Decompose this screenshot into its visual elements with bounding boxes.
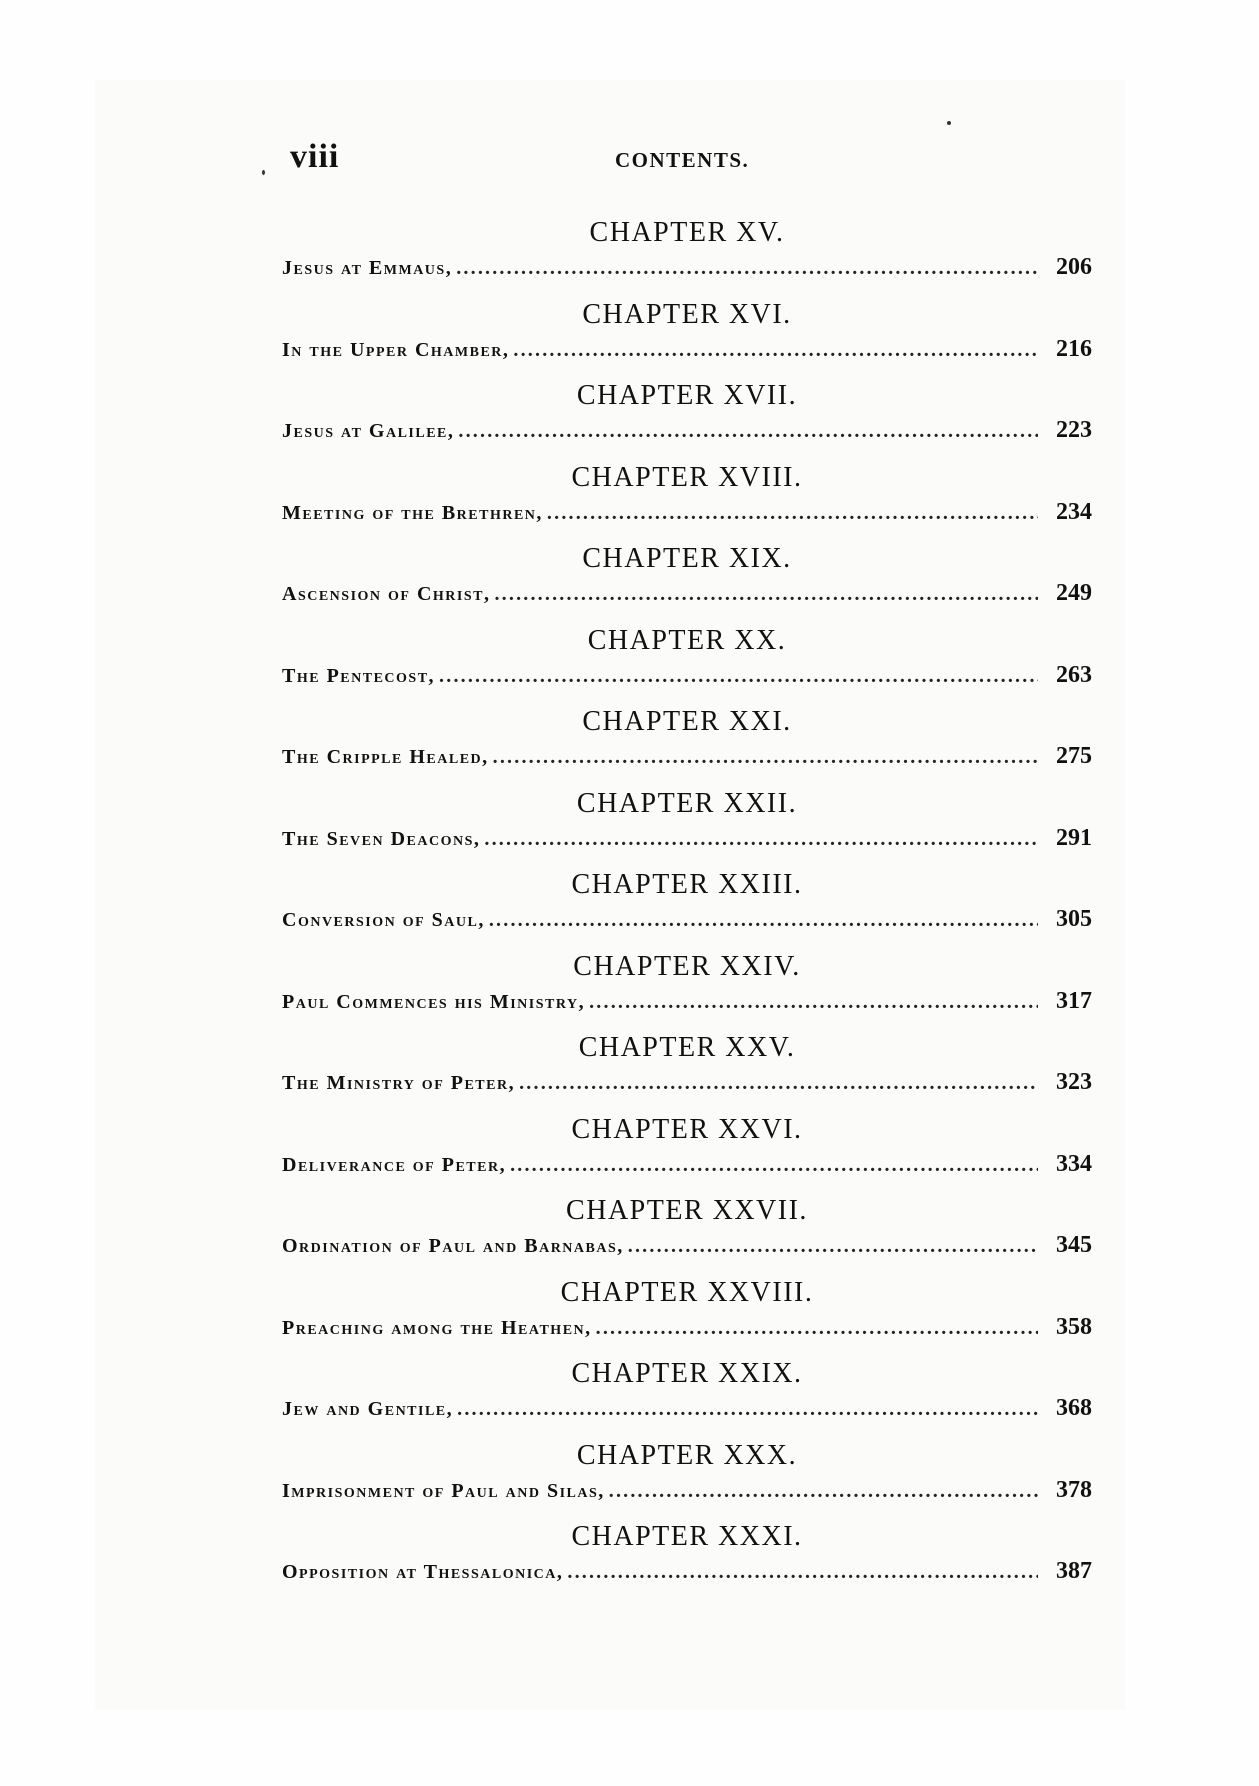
entry-title: Conversion of Saul, bbox=[282, 909, 485, 931]
chapter-heading: CHAPTER XXVII. bbox=[566, 1195, 808, 1226]
entry-title: The Cripple Healed, bbox=[282, 746, 489, 768]
entry-title: Ordination of Paul and Barnabas, bbox=[282, 1235, 624, 1257]
entry-title: The Ministry of Peter, bbox=[282, 1072, 516, 1094]
entry-title: Paul Commences his Ministry, bbox=[282, 990, 586, 1013]
toc-chapter bbox=[282, 1276, 1092, 1358]
entry-page-number: 345 bbox=[1056, 1232, 1092, 1258]
entry-title: Jew and Gentile, bbox=[282, 1398, 454, 1420]
entry-page-number: 216 bbox=[1056, 335, 1092, 362]
toc-entry bbox=[282, 336, 1092, 366]
toc-chapter bbox=[282, 1357, 1092, 1439]
leader-dots bbox=[457, 1398, 1038, 1421]
leader-dots bbox=[489, 909, 1038, 932]
chapter-heading: CHAPTER XXX. bbox=[576, 1439, 798, 1471]
toc-chapter bbox=[282, 542, 1092, 624]
leader-dots bbox=[510, 1154, 1038, 1177]
leader-dots bbox=[567, 1561, 1038, 1584]
toc-chapter bbox=[282, 1194, 1092, 1276]
toc-chapter bbox=[282, 216, 1092, 298]
leader-dots bbox=[596, 1317, 1038, 1340]
chapter-heading: CHAPTER XVI. bbox=[582, 298, 792, 330]
toc-entry bbox=[282, 1069, 1092, 1099]
entry-page-number: 223 bbox=[1056, 417, 1092, 443]
toc-chapter bbox=[282, 868, 1092, 950]
toc-chapter bbox=[282, 624, 1092, 706]
leader-dots bbox=[456, 257, 1038, 280]
entry-title: Meeting of the Brethren, bbox=[282, 501, 543, 524]
entry-title: The Pentecost, bbox=[282, 664, 436, 687]
toc-entry bbox=[282, 906, 1092, 936]
toc-entry bbox=[282, 825, 1092, 855]
entry-page-number: 387 bbox=[1056, 1558, 1092, 1584]
chapter-heading: CHAPTER XVII. bbox=[576, 380, 798, 411]
entry-page-number: 368 bbox=[1056, 1395, 1092, 1421]
chapter-heading: CHAPTER XXXI. bbox=[571, 1521, 803, 1552]
toc-entry bbox=[282, 1558, 1092, 1588]
leader-dots bbox=[458, 420, 1038, 443]
leader-dots bbox=[484, 828, 1038, 851]
toc-entry bbox=[282, 254, 1092, 284]
entry-page-number: 291 bbox=[1056, 824, 1092, 851]
entry-page-number: 378 bbox=[1056, 1476, 1092, 1503]
leader-dots bbox=[519, 1072, 1038, 1095]
entry-title: Preaching among the Heathen, bbox=[282, 1316, 592, 1339]
leader-dots bbox=[547, 502, 1038, 525]
toc-chapter bbox=[282, 705, 1092, 787]
table-of-contents bbox=[282, 216, 1092, 1602]
leader-dots bbox=[513, 339, 1038, 362]
toc-chapter bbox=[282, 461, 1092, 543]
toc-chapter bbox=[282, 1113, 1092, 1195]
toc-entry bbox=[282, 1232, 1092, 1262]
toc-chapter bbox=[282, 950, 1092, 1032]
chapter-heading: CHAPTER XXIX. bbox=[571, 1358, 803, 1389]
entry-title: Ascension of Christ, bbox=[282, 583, 491, 605]
toc-entry bbox=[282, 1395, 1092, 1425]
running-title: CONTENTS. bbox=[615, 148, 750, 172]
toc-entry bbox=[282, 743, 1092, 773]
chapter-heading: CHAPTER XXIII. bbox=[571, 869, 803, 900]
toc-entry bbox=[282, 1477, 1092, 1507]
chapter-heading: CHAPTER XVIII. bbox=[571, 461, 803, 493]
leader-dots bbox=[609, 1480, 1038, 1503]
toc-chapter bbox=[282, 1520, 1092, 1602]
page-header bbox=[290, 138, 1090, 178]
entry-title: Deliverance of Peter, bbox=[282, 1153, 507, 1176]
chapter-heading: CHAPTER XX. bbox=[587, 624, 787, 656]
chapter-heading: CHAPTER XXIV. bbox=[573, 950, 801, 982]
entry-page-number: 249 bbox=[1056, 580, 1092, 606]
toc-entry bbox=[282, 1314, 1092, 1344]
entry-page-number: 317 bbox=[1056, 987, 1092, 1014]
entry-title: In the Upper Chamber, bbox=[282, 338, 510, 361]
toc-chapter bbox=[282, 379, 1092, 461]
toc-chapter bbox=[282, 1439, 1092, 1521]
toc-entry bbox=[282, 580, 1092, 610]
toc-entry bbox=[282, 1151, 1092, 1181]
toc-entry bbox=[282, 988, 1092, 1018]
toc-chapter bbox=[282, 1031, 1092, 1113]
entry-title: Jesus at Emmaus, bbox=[282, 257, 453, 279]
chapter-heading: CHAPTER XXI. bbox=[582, 706, 792, 737]
entry-title: The Seven Deacons, bbox=[282, 827, 481, 850]
chapter-heading: CHAPTER XXVI. bbox=[571, 1113, 803, 1145]
entry-page-number: 358 bbox=[1056, 1313, 1092, 1340]
entry-title: Jesus at Galilee, bbox=[282, 420, 455, 442]
chapter-heading: CHAPTER XXV. bbox=[578, 1032, 796, 1063]
ink-speck bbox=[262, 170, 265, 175]
toc-entry bbox=[282, 499, 1092, 529]
entry-page-number: 263 bbox=[1056, 661, 1092, 688]
entry-page-number: 234 bbox=[1056, 498, 1092, 525]
chapter-heading: CHAPTER XXVIII. bbox=[560, 1276, 814, 1308]
ink-speck bbox=[947, 121, 951, 125]
entry-title: Opposition at Thessalonica, bbox=[282, 1561, 564, 1583]
leader-dots bbox=[493, 746, 1038, 769]
chapter-heading: CHAPTER XXII. bbox=[576, 787, 798, 819]
entry-title: Imprisonment of Paul and Silas, bbox=[282, 1479, 605, 1502]
leader-dots bbox=[439, 665, 1038, 688]
toc-entry bbox=[282, 662, 1092, 692]
leader-dots bbox=[628, 1235, 1038, 1258]
leader-dots bbox=[589, 991, 1038, 1014]
page-number: viii bbox=[290, 138, 340, 175]
toc-chapter bbox=[282, 298, 1092, 380]
entry-page-number: 206 bbox=[1056, 254, 1092, 280]
toc-chapter bbox=[282, 787, 1092, 869]
entry-page-number: 305 bbox=[1056, 906, 1092, 932]
chapter-heading: CHAPTER XIX. bbox=[582, 543, 792, 574]
leader-dots bbox=[494, 583, 1038, 606]
entry-page-number: 334 bbox=[1056, 1150, 1092, 1177]
entry-page-number: 275 bbox=[1056, 743, 1092, 769]
chapter-heading: CHAPTER XV. bbox=[589, 217, 785, 248]
toc-entry bbox=[282, 417, 1092, 447]
entry-page-number: 323 bbox=[1056, 1069, 1092, 1095]
